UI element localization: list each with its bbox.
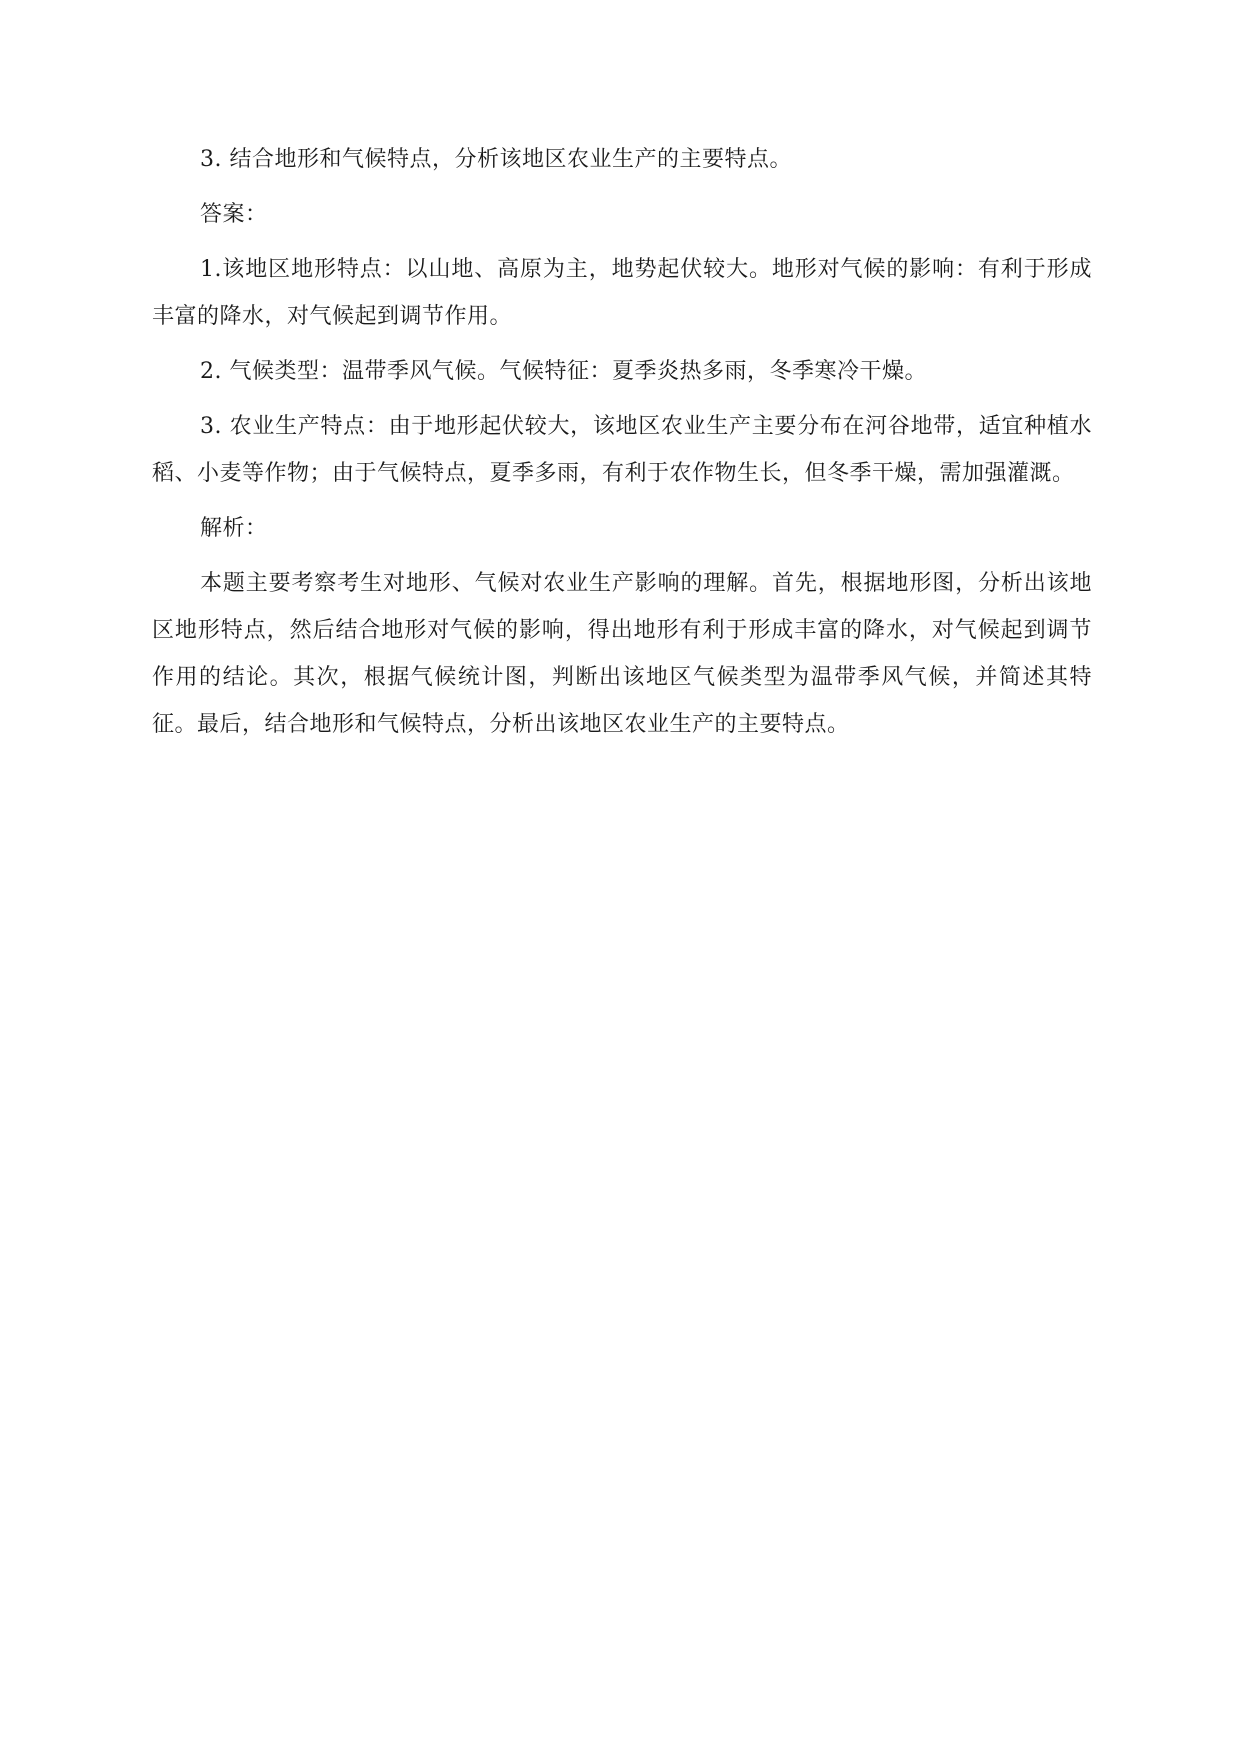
document-body: [152, 136, 1092, 756]
analysis-heading: 解析：: [200, 516, 268, 541]
answer-item-3: 3. 农业生产特点：由于地形起伏较大，该地区农业生产主要分布在河谷地带，适宜种植水稻、小麦等作物；由于气候特点，夏季多雨，有利于农作物生长，但冬季干燥，需加强灌溉。: [152, 414, 1092, 486]
question-3: 3. 结合地形和气候特点，分析该地区农业生产的主要特点。: [200, 147, 792, 172]
analysis-body: 本题主要考察考生对地形、气候对农业生产影响的理解。首先，根据地形图，分析出该地区地形特点，然后结合地形对气候的影响，得出地形有利于形成丰富的降水，对气候起到调节作用的结论。其次，根据气候统计图，判断出该地区气候类型为温带季风气候，并简述其特征。最后，结合地形和气候特点，分析出该地区农业生产的主要特点。: [152, 571, 1092, 737]
answer-item-2: 2. 气候类型：温带季风气候。气候特征：夏季炎热多雨，冬季寒冷干燥。: [200, 359, 927, 384]
answer-item-1: 1.该地区地形特点：以山地、高原为主，地势起伏较大。地形对气候的影响：有利于形成丰富的降水，对气候起到调节作用。: [152, 257, 1092, 329]
answer-heading: 答案：: [200, 202, 268, 227]
